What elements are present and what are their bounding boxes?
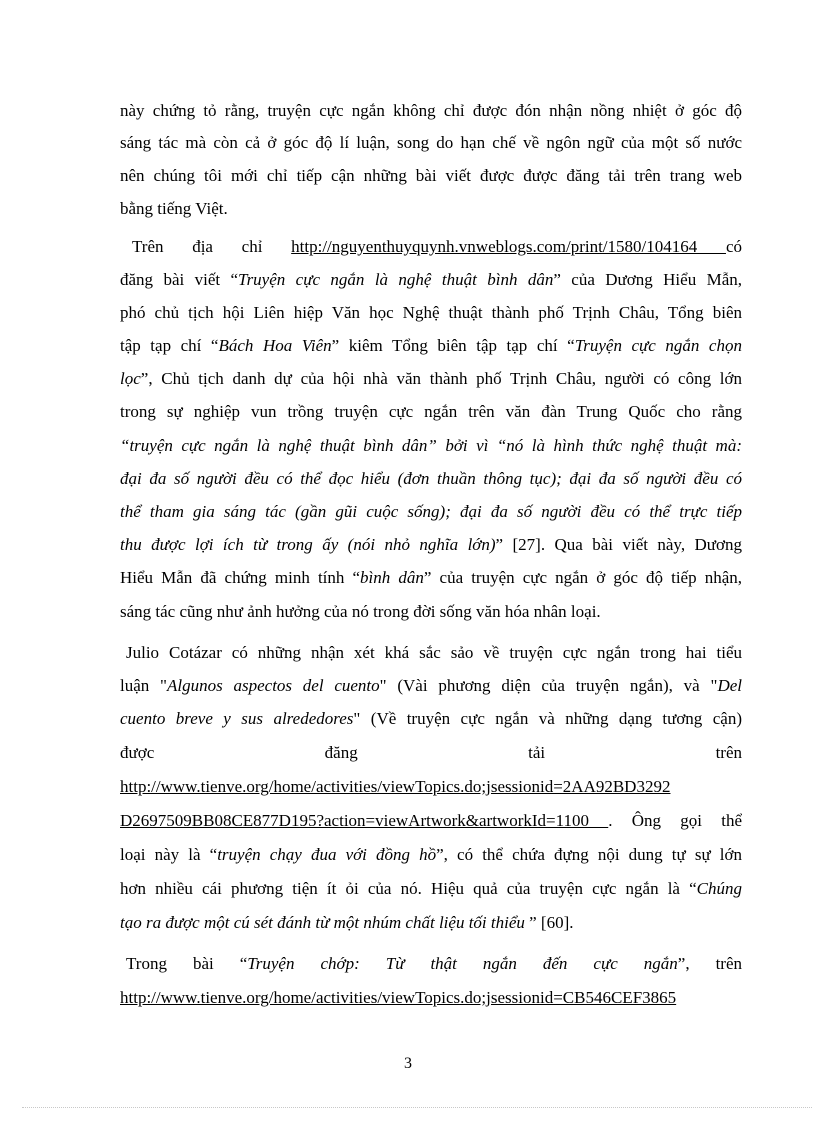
text-line bbox=[120, 303, 742, 325]
text-line bbox=[120, 913, 742, 935]
text-run: sáng tác cũng như ảnh hưởng của nó trong đời sống văn hóa nhân loại. bbox=[120, 602, 601, 621]
text-line bbox=[120, 988, 742, 1010]
text-line bbox=[126, 954, 742, 976]
text-line bbox=[120, 101, 742, 123]
url-link[interactable]: D2697509BB08CE877D195?action=viewArtwork&artworkId=1100 bbox=[120, 811, 609, 830]
text-line bbox=[120, 845, 742, 867]
italic-text: Truyện chớp: Từ thật ngắn đến cực ngắn bbox=[247, 954, 678, 973]
text-run: hơn nhiều cái phương tiện ít ỏi của nó. Hiệu quả của truyện cực ngắn là “ bbox=[120, 879, 697, 898]
text-run: ” của truyện cực ngắn ở góc độ tiếp nhận, bbox=[423, 568, 742, 587]
text-line bbox=[120, 402, 742, 424]
text-run: ”, Chủ tịch danh dự của hội nhà văn thành phố Trịnh Châu, người có công lớn bbox=[140, 369, 742, 388]
url-link[interactable]: http://www.tienve.org/home/activities/viewTopics.do;jsessionid=2AA92BD3292 bbox=[120, 777, 671, 796]
text-run: Trên địa chỉ bbox=[132, 237, 292, 256]
italic-text: thể tham gia sáng tác (gần gũi cuộc sống); đại đa số người đều có thể trực tiếp bbox=[120, 502, 742, 521]
text-line bbox=[120, 811, 742, 833]
text-run: có bbox=[725, 237, 742, 256]
italic-text: Chúng bbox=[696, 879, 742, 898]
italic-text: bình dân bbox=[360, 568, 424, 587]
page-number: 3 bbox=[404, 1055, 412, 1072]
text-run: loại này là “ bbox=[120, 845, 218, 864]
word: trên bbox=[715, 743, 742, 762]
page-bottom-rule bbox=[22, 1107, 812, 1108]
italic-text: Truyện cực ngắn là nghệ thuật bình dân bbox=[238, 270, 554, 289]
text-line bbox=[120, 133, 742, 155]
text-run: ” [27]. Qua bài viết này, Dương bbox=[495, 535, 742, 554]
italic-text: thu được lợi ích từ trong ấy (nói nhỏ nghĩa lớn) bbox=[120, 535, 496, 554]
text-line bbox=[120, 502, 742, 524]
italic-text: đại đa số người đều có thể đọc hiểu (đơn thuần thông tục); đại đa số người đều có bbox=[120, 469, 742, 488]
text-line bbox=[120, 535, 742, 557]
text-run: " (Vài phương diện của truyện ngắn), và " bbox=[379, 676, 718, 695]
text-run: Trong bài “ bbox=[126, 954, 248, 973]
text-run: sáng tác mà còn cả ở góc độ lí luận, song do hạn chế về ngôn ngữ của một số nước bbox=[120, 133, 742, 152]
text-line bbox=[120, 743, 742, 765]
text-run: luận " bbox=[120, 676, 167, 695]
text-line bbox=[120, 369, 742, 391]
text-run: Hiểu Mẫn đã chứng minh tính “ bbox=[120, 568, 361, 587]
text-run: bằng tiếng Việt. bbox=[120, 199, 228, 218]
italic-text: cuento breve y sus alrededores bbox=[120, 709, 354, 728]
text-line bbox=[120, 709, 742, 731]
text-line bbox=[120, 436, 742, 458]
text-line bbox=[120, 166, 742, 188]
text-line bbox=[120, 602, 742, 624]
text-line bbox=[120, 336, 742, 358]
text-run: ” của Dương Hiểu Mẫn, bbox=[553, 270, 742, 289]
text-run: ”, có thể chứa đựng nội dung tự sự lớn bbox=[436, 845, 742, 864]
italic-text: truyện chạy đua với đồng hồ bbox=[217, 845, 437, 864]
text-line bbox=[120, 879, 742, 901]
italic-text: “truyện cực ngắn là nghệ thuật bình dân” bởi vì “nó là hình thức nghệ thuật mà: bbox=[120, 436, 742, 455]
text-run: nên chúng tôi mới chỉ tiếp cận những bài viết được được đăng tải trên trang web bbox=[120, 166, 742, 185]
text-run: . Ông gọi thể bbox=[608, 811, 742, 830]
word: được bbox=[120, 743, 155, 762]
italic-text: Bách Hoa Viên bbox=[218, 336, 332, 355]
text-run: ” [60]. bbox=[524, 913, 574, 932]
text-run: đăng bài viết “ bbox=[120, 270, 239, 289]
italic-text: Del bbox=[717, 676, 742, 695]
italic-text: tạo ra được một cú sét đánh từ một nhúm chất liệu tối thiểu bbox=[120, 913, 525, 932]
text-run: trong sự nghiệp vun trồng truyện cực ngắn trên văn đàn Trung Quốc cho rằng bbox=[120, 402, 742, 421]
text-line bbox=[120, 469, 742, 491]
word: tải bbox=[528, 743, 546, 762]
text-line bbox=[120, 270, 742, 292]
text-line bbox=[120, 199, 742, 221]
text-run: này chứng tỏ rằng, truyện cực ngắn không chỉ được đón nhận nồng nhiệt ở góc độ bbox=[120, 101, 742, 120]
text-line bbox=[120, 568, 742, 590]
text-run: ” kiêm Tổng biên tập tạp chí “ bbox=[331, 336, 575, 355]
italic-text: lọc bbox=[120, 369, 141, 388]
text-line bbox=[126, 643, 742, 665]
text-run: tập tạp chí “ bbox=[120, 336, 219, 355]
italic-text: Algunos aspectos del cuento bbox=[166, 676, 380, 695]
text-line bbox=[132, 237, 742, 259]
word: đăng bbox=[324, 743, 358, 762]
text-line bbox=[120, 777, 742, 799]
text-run: " (Về truyện cực ngắn và những dạng tương cận) bbox=[353, 709, 742, 728]
text-run: Julio Cotázar có những nhận xét khá sắc sảo về truyện cực ngắn trong hai tiểu bbox=[126, 643, 742, 662]
url-link[interactable]: http://www.tienve.org/home/activities/viewTopics.do;jsessionid=CB546CEF3865 bbox=[120, 988, 677, 1007]
italic-text: Truyện cực ngắn chọn bbox=[574, 336, 742, 355]
text-run: phó chủ tịch hội Liên hiệp Văn học Nghệ thuật thành phố Trịnh Châu, Tổng biên bbox=[120, 303, 742, 322]
text-line bbox=[120, 676, 742, 698]
url-link[interactable]: http://nguyenthuyquynh.vnweblogs.com/print/1580/104164 bbox=[291, 237, 726, 256]
text-run: ”, trên bbox=[677, 954, 742, 973]
